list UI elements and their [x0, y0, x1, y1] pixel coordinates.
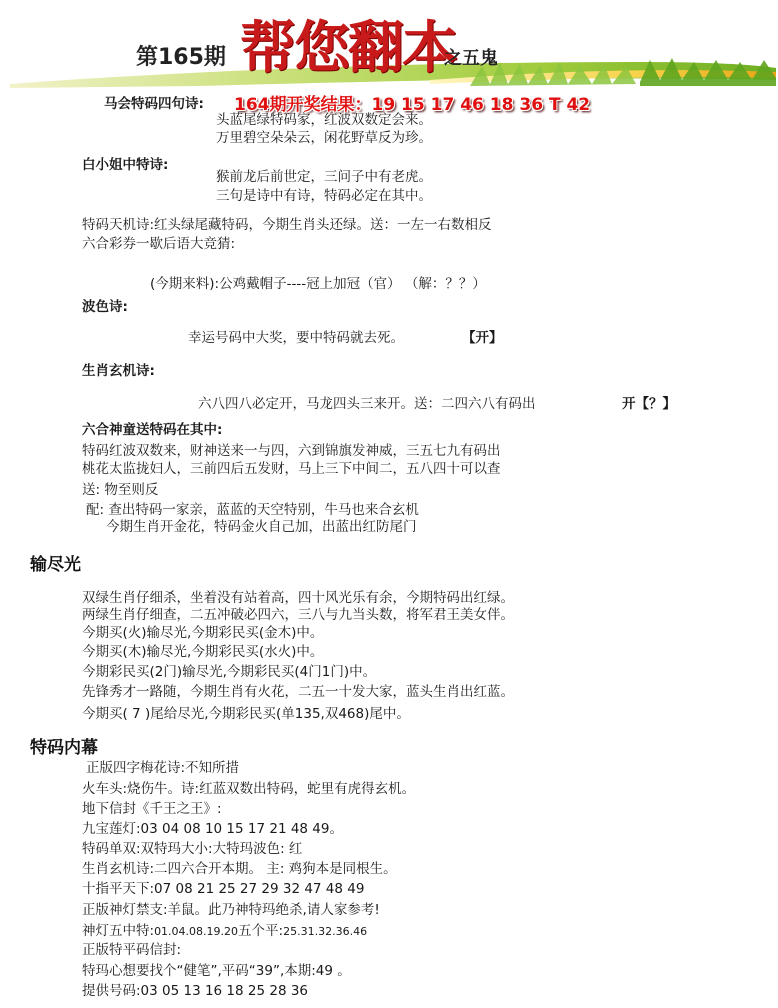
- baixiaojie-line-2: 三句是诗中有诗，特码必定在其中。: [216, 188, 432, 204]
- bose-tag: 【开】: [462, 330, 503, 346]
- previous-draw-result: 164期开奖结果：19 15 17 46 18 36 T 42: [234, 95, 591, 115]
- bose-label: 波色诗:: [82, 299, 128, 315]
- liuhe-label: 六合神童送特码在其中:: [82, 422, 223, 438]
- temaneimu-line-4: 九宝莲灯:03 04 08 10 15 17 21 48 49。: [82, 821, 343, 837]
- temaneimu-line-8: 正版神灯禁支:羊鼠。此乃神特玛绝杀,请人家参考!: [82, 902, 380, 918]
- shujinguang-title: 输尽光: [30, 555, 81, 575]
- header-banner: [0, 0, 778, 92]
- temaneimu-line-11: 特玛心想要找个“健笔”,平码“39”,本期:49 。: [82, 963, 351, 979]
- temaneimu-line-6: 生肖玄机诗:二四六合开本期。 主: 鸡狗本是同根生。: [82, 861, 397, 877]
- xiehouyu-label: 六合彩券一歇后语大竞猜:: [82, 236, 236, 252]
- temaneimu-line-9: [82, 922, 367, 941]
- shendeng-label: 神灯五中特:: [82, 923, 155, 939]
- liuhe-line-5: 今期生肖开金花，特码金火自己加，出蓝出红防尾门: [106, 519, 417, 535]
- shujinguang-line-2: 两绿生肖仔细查，二五冲破必四六，三八与九当头数，将军君王美女伴。: [82, 607, 514, 623]
- brand-suffix: 之五鬼: [444, 48, 498, 69]
- shujinguang-line-6: 先锋秀才一路随，今期生肖有火花，二五一十发大家，蓝头生肖出红蓝。: [82, 684, 514, 700]
- shujinguang-line-1: 双绿生肖仔细杀，坐着没有站着高，四十风光乐有余，今期特码出红绿。: [82, 590, 514, 606]
- shujinguang-line-5: 今期彩民买(2门)输尽光,今期彩民买(4门1门)中。: [82, 664, 377, 680]
- temaneimu-line-10: 正版特平码信封:: [82, 942, 182, 958]
- temaneimu-line-3: 地下信封《千王之王》:: [82, 801, 222, 817]
- temaneimu-line-7: 十指平天下:07 08 21 25 27 29 32 47 48 49: [82, 881, 365, 897]
- temaneimu-line-2: 火车头:烧伤牛。诗:红蓝双数出特码，蛇里有虎得玄机。: [82, 781, 416, 797]
- wugeping-numbers: 25.31.32.36.46: [283, 925, 368, 938]
- mahui-line-2: 万里碧空朵朵云，闲花野草反为珍。: [216, 130, 432, 146]
- liuhe-line-2: 桃花太监拢妇人，三前四后五发财，马上三下中间二，五八四十可以查: [82, 461, 501, 477]
- tianji-line: 特码天机诗:红头绿尾藏特码，今期生肖头还绿。送：一左一右数相反: [82, 217, 492, 233]
- wugeping-label: 五个平:: [238, 923, 284, 939]
- shengxiao-tag: 开【？】: [622, 396, 676, 412]
- bose-line: 幸运号码中大奖，要中特码就去死。: [188, 330, 404, 346]
- liuhe-line-1: 特码红波双数来，财神送来一与四，六到锦旗发神威，三五七九有码出: [82, 443, 501, 459]
- temaneimu-line-1: 正版四字梅花诗:不知所措: [86, 760, 240, 776]
- mahui-line-1: 头蓝尾绿特码家，红波双数定会来。: [216, 112, 432, 128]
- xiehouyu-line: (今期来料):公鸡戴帽子----冠上加冠（官） （解：？？）: [150, 276, 486, 292]
- shujinguang-line-4: 今期买(木)输尽光,今期彩民买(水火)中。: [82, 644, 324, 660]
- issue-number: 第165期: [136, 45, 226, 70]
- liuhe-line-3: 送: 物至则反: [82, 482, 159, 498]
- brand-title: 帮您翻本: [240, 15, 456, 81]
- baixiaojie-label: 白小姐中特诗:: [82, 157, 169, 173]
- mahui-label: 马会特码四句诗:: [104, 96, 204, 112]
- temaneimu-line-5: 特码单双:双特玛大小:大特玛波色: 红: [82, 841, 303, 857]
- shengxiao-label: 生肖玄机诗:: [82, 363, 155, 379]
- shengxiao-line: 六八四八必定开，马龙四头三来开。送：二四六八有码出: [198, 396, 536, 412]
- shujinguang-line-3: 今期买(火)输尽光,今期彩民买(金木)中。: [82, 625, 324, 641]
- shujinguang-line-7: 今期买( 7 )尾给尽光,今期彩民买(单135,双468)尾中。: [82, 706, 410, 722]
- liuhe-line-4: 配: 查出特码一家亲，蓝蓝的天空特别，牛马也来合玄机: [86, 502, 419, 518]
- baixiaojie-line-1: 猴前龙后前世定，三问子中有老虎。: [216, 169, 432, 185]
- shendeng-numbers: 01.04.08.19.20: [154, 925, 239, 938]
- temaneimu-title: 特码内幕: [30, 738, 98, 758]
- temaneimu-line-12: 提供号码:03 05 13 16 18 25 28 36: [82, 983, 309, 999]
